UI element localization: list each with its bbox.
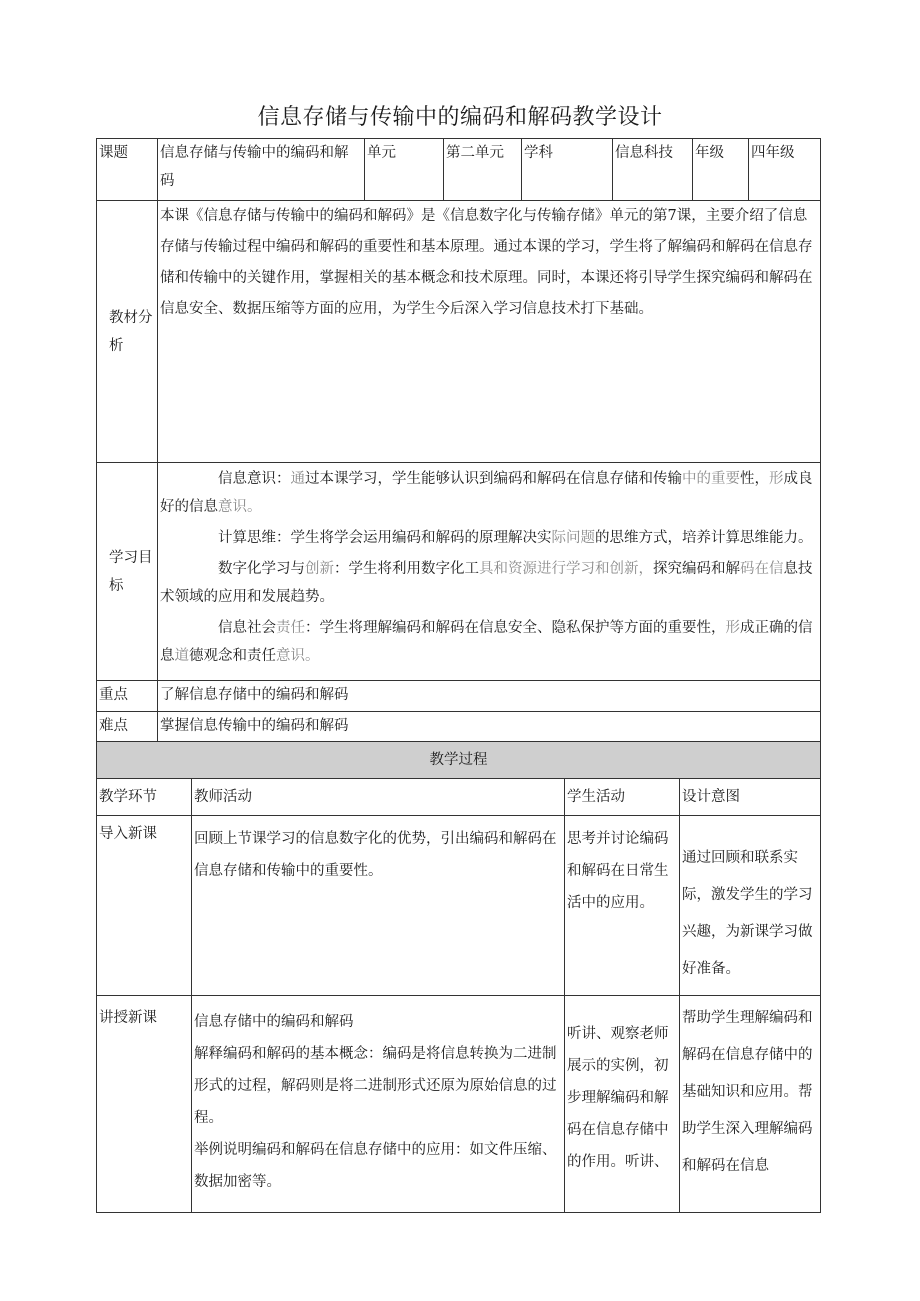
difficulty-value: 掌握信息传输中的编码和解码	[158, 712, 821, 743]
subject-value: 信息科技	[613, 139, 693, 201]
objective-item: 信息社会责任：学生将理解编码和解码在信息安全、隐私保护等方面的重要性，形成正确的信息道德观念和责任意识。	[160, 620, 813, 664]
teacher-activity-line: 解释编码和解码的基本概念：编码是将信息转换为二进制形式的过程，解码则是将二进制形式还原为原始信息的过程。	[194, 1046, 557, 1126]
objectives-cell	[158, 463, 821, 681]
process-header: 教学环节	[97, 779, 192, 816]
document-title: 信息存储与传输中的编码和解码教学设计	[257, 105, 663, 130]
difficulty-label: 难点	[97, 712, 158, 743]
objective-item: 数字化学习与创新：学生将利用数字化工具和资源进行学习和创新，探究编码和解码在信息技术领域的应用和发展趋势。	[160, 561, 813, 605]
key-point-value: 了解信息存储中的编码和解码	[158, 681, 821, 712]
design-intent-cell: 通过回顾和联系实际，激发学生的学习兴趣，为新课学习做好准备。	[680, 816, 821, 996]
stage-cell: 导入新课	[97, 816, 192, 996]
objective-item: 信息意识：通过本课学习，学生能够认识到编码和解码在信息存储和传输中的重要性，形成良好的信息意识。	[160, 471, 813, 515]
key-point-label: 重点	[97, 681, 158, 712]
student-activity-cell: 思考并讨论编码和解码在日常生活中的应用。	[565, 816, 680, 996]
grade-value: 四年级	[749, 139, 821, 201]
teacher-activity-cell	[192, 996, 565, 1213]
grade-label: 年级	[693, 139, 749, 201]
objectives-label: 学习目标	[97, 463, 158, 681]
topic-label: 课题	[97, 139, 158, 201]
process-header: 教师活动	[192, 779, 565, 816]
design-intent-cell: 帮助学生理解编码和解码在信息存储中的基础知识和应用。帮助学生深入理解编码和解码在信息	[680, 996, 821, 1213]
unit-value: 第二单元	[444, 139, 522, 201]
process-title: 教学过程	[97, 742, 821, 779]
process-header: 学生活动	[565, 779, 680, 816]
objective-item: 计算思维：学生将学会运用编码和解码的原理解决实际问题的思维方式，培养计算思维能力。	[218, 530, 813, 546]
analysis-label: 教材分析	[97, 201, 158, 463]
lesson-info-table	[96, 138, 821, 743]
unit-label: 单元	[365, 139, 444, 201]
stage-cell: 讲授新课	[97, 996, 192, 1213]
teaching-process-table	[96, 741, 821, 1213]
teacher-activity-line: 信息存储中的编码和解码	[194, 1014, 354, 1030]
teacher-activity-line: 举例说明编码和解码在信息存储中的应用：如文件压缩、数据加密等。	[194, 1142, 557, 1190]
topic-value: 信息存储与传输中的编码和解码	[158, 139, 365, 201]
table-row	[97, 996, 821, 1213]
student-activity-cell: 听讲、观察老师展示的实例，初步理解编码和解码在信息存储中的作用。听讲、	[565, 996, 680, 1213]
table-row	[97, 816, 821, 996]
teacher-activity-cell: 回顾上节课学习的信息数字化的优势，引出编码和解码在信息存储和传输中的重要性。	[192, 816, 565, 996]
analysis-text: 本课《信息存储与传输中的编码和解码》是《信息数字化与传输存储》单元的第7课，主要介绍了信息存储与传输过程中编码和解码的重要性和基本原理。通过本课的学习，学生将了解编码和解码在信息存储和传输中的关键作用，掌握相关的基本概念和技术原理。同时，本课还将引导学生探究编码和解码在信息安全、数据压缩等方面的应用，为学生今后深入学习信息技术打下基础。	[158, 201, 821, 463]
process-header: 设计意图	[680, 779, 821, 816]
subject-label: 学科	[522, 139, 613, 201]
